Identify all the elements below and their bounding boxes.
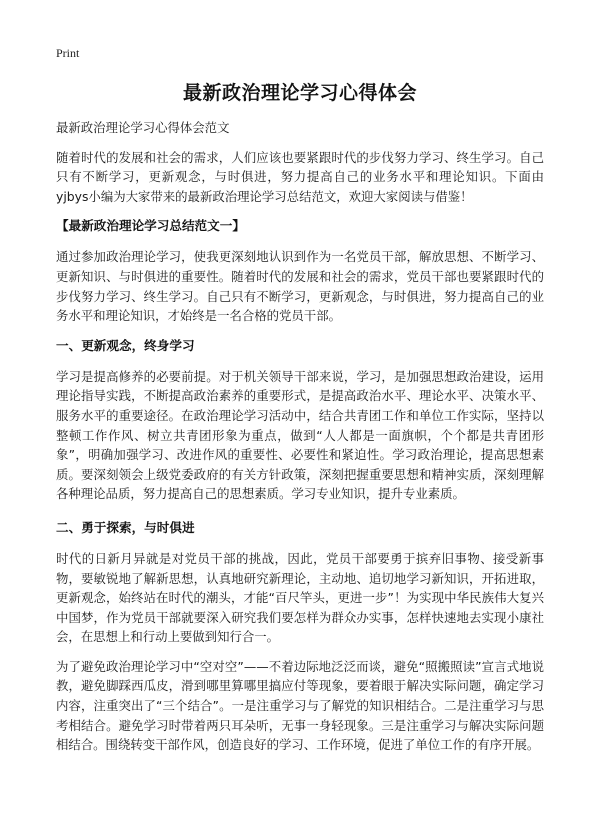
print-label: Print	[56, 46, 80, 60]
paragraph-4: 为了避免政治理论学习中“空对空”——不着边际地泛泛而谈，避免“照搬照读”宣言式地说教，避免脚踩西瓜皮，滑到哪里算哪里搞应付等现象，要着眼于解决实际问题，确定学习内容，注重突出了“三个结合”。一是注重学习与了解党的知识相结合。二是注重学习与思考相结合。避免学习时带着两只耳朵听，无事一身轻现象。三是注重学习与解决实际问题相结合。围绕转变干部作风，创造良好的学习、工作环境，促进了单位工作的有序开展。	[56, 658, 544, 753]
paragraph-2: 学习是提高修养的必要前提。对于机关领导干部来说，学习，是加强思想政治建设，运用理论指导实践，不断提高政治素养的重要形式，是提高政治水平、理论水平、决策水平、服务水平的重要途径。在政治理论学习活动中，结合共青团工作和单位工作实际，坚持以整顿工作作风、树立共青团形象为重点，做到“人人都是一面旗帜，个个都是共青团形象”，明确加强学习、改进作风的重要性、必要性和紧迫性。学习政治理论，提高思想素质。要深刻领会上级党委政府的有关方针政策，深刻把握重要思想和精神实质，深刻理解各种理论品质，努力提高自己的思想素质。学习专业知识，提升专业素质。	[56, 368, 544, 502]
heading-2: 二、勇于探索，与时俱进	[56, 519, 195, 535]
document-body	[56, 118, 544, 765]
intro-paragraph: 随着时代的发展和社会的需求，人们应该也要紧跟时代的步伐努力学习、终生学习。自己只有不断学习，更新观念，与时俱进，努力提高自己的业务水平和理论知识。下面由yjbys小编为大家带来的最新政治理论学习总结范文，欢迎大家阅读与借鉴！	[56, 149, 544, 204]
section-heading: 【最新政治理论学习总结范文一】	[56, 218, 245, 234]
heading-1: 一、更新观念，终身学习	[56, 337, 195, 353]
document-subtitle: 最新政治理论学习心得体会范文	[56, 120, 230, 135]
paragraph-1: 通过参加政治理论学习，使我更深刻地认识到作为一名党员干部，解放思想、不断学习、更新知识、与时俱进的重要性。随着时代的发展和社会的需求，党员干部也要紧跟时代的步伐努力学习、终生学习。自己只有不断学习，更新观念，与时俱进，努力提高自己的业务水平和理论知识，才始终是一名合格的党员干部。	[56, 249, 544, 324]
page-title: 最新政治理论学习心得体会	[182, 82, 417, 104]
paragraph-3: 时代的日新月异就是对党员干部的挑战，因此，党员干部要勇于摈弃旧事物、接受新事物，要敏锐地了解新思想，认真地研究新理论，主动地、追切地学习新知识，开拓进取，更新观念，始终站在时代的潮头，才能“百尺竿头，更进一步”！为实现中华民族伟大复兴中国梦，作为党员干部就要深入研究我们要怎样为群众办实事，怎样快速地去实现小康社会，在思想上和行动上要做到知行合一。	[56, 550, 544, 645]
